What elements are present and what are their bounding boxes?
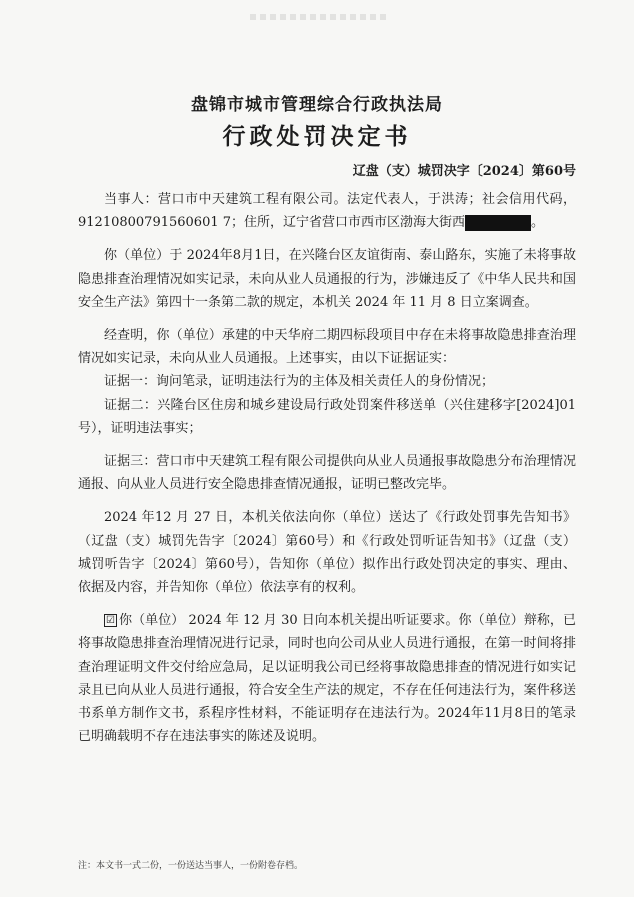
facts-paragraph: 你（单位）于 2024年8月1日，在兴隆台区友谊街南、泰山路东，实施了未将事故隐患排查治理情况如实记录，未向从业人员通报的行为，涉嫌违反了《中华人民共和国安全生产法》第四十一条第二款的规定，本机关 2024 年 11 月 8 日立案调查。	[78, 248, 576, 310]
investigation-paragraph: 经查明，你（单位）承建的中天华府二期四标段项目中存在未将事故隐患排查治理情况如实记录，未向从业人员通报。上述事实，由以下证据证实：	[78, 328, 576, 367]
footnote: 注：本文书一式二份，一份送达当事人，一份附卷存档。	[78, 861, 304, 871]
evidence-one: 证据一：询问笔录，证明违法行为的主体及相关责任人的身份情况；	[104, 374, 495, 390]
header-scan-mark	[250, 14, 390, 20]
evidence-two: 证据二：兴隆台区住房和城乡建设局行政处罚案件移送单（兴住建移字[2024]01号），证明违法事实；	[78, 397, 576, 436]
agency-name: 盘锦市城市管理综合行政执法局	[191, 95, 443, 115]
notice-paragraph: 2024 年12 月 27 日，本机关依法向你（单位）送达了《行政处罚事先告知书》（辽盘（支）城罚先告字〔2024〕第60号）和《行政处罚听证告知书》（辽盘（支）城罚听告字〔2024〕第60号），告知你（单位）拟作出行政处罚决定的事实、理由、依据及内容，并告知你（单位）依法享有的权利。	[78, 510, 576, 596]
document-body	[78, 188, 576, 748]
redaction-block	[465, 215, 531, 231]
document-number: 辽盘（支）城罚决字〔2024〕第60号	[352, 164, 576, 179]
document-title: 行政处罚决定书	[222, 123, 412, 150]
party-text: 当事人：营口市中天建筑工程有限公司。法定代表人，于洪涛；社会信用代码，91210800791560601 7；住所，辽宁省营口市西市区渤海大街西	[78, 192, 576, 231]
hearing-paragraph	[78, 609, 576, 748]
evidence-three: 证据三：营口市中天建筑工程有限公司提供向从业人员通报事故隐患分布治理情况通报、向从业人员进行安全隐患排查情况通报，证明已整改完毕。	[78, 454, 576, 493]
party-paragraph: 当事人：营口市中天建筑工程有限公司。法定代表人，于洪涛；社会信用代码，91210800791560601 7；住所，辽宁省营口市西市区渤海大街西 。	[78, 192, 576, 231]
hearing-text: 你（单位） 2024 年 12 月 30 日向本机关提出听证要求。你（单位）辩称，已将事故隐患排查治理情况进行记录，同时也向公司从业人员进行通报，在第一时间将排查治理证明文件交付给应急局，足以证明我公司已经将事故隐患排查的情况进行如实记录且已向从业人员进行通报，符合安全生产法的规定，不存在任何违法行为，案件移送书系单方制作文书，系程序性材料，不能证明存在违法行为。2024年11月8日的笔录已明确载明不存在违法事实的陈述及说明。	[78, 613, 576, 745]
checkbox-checked-icon: ☑	[104, 614, 117, 627]
